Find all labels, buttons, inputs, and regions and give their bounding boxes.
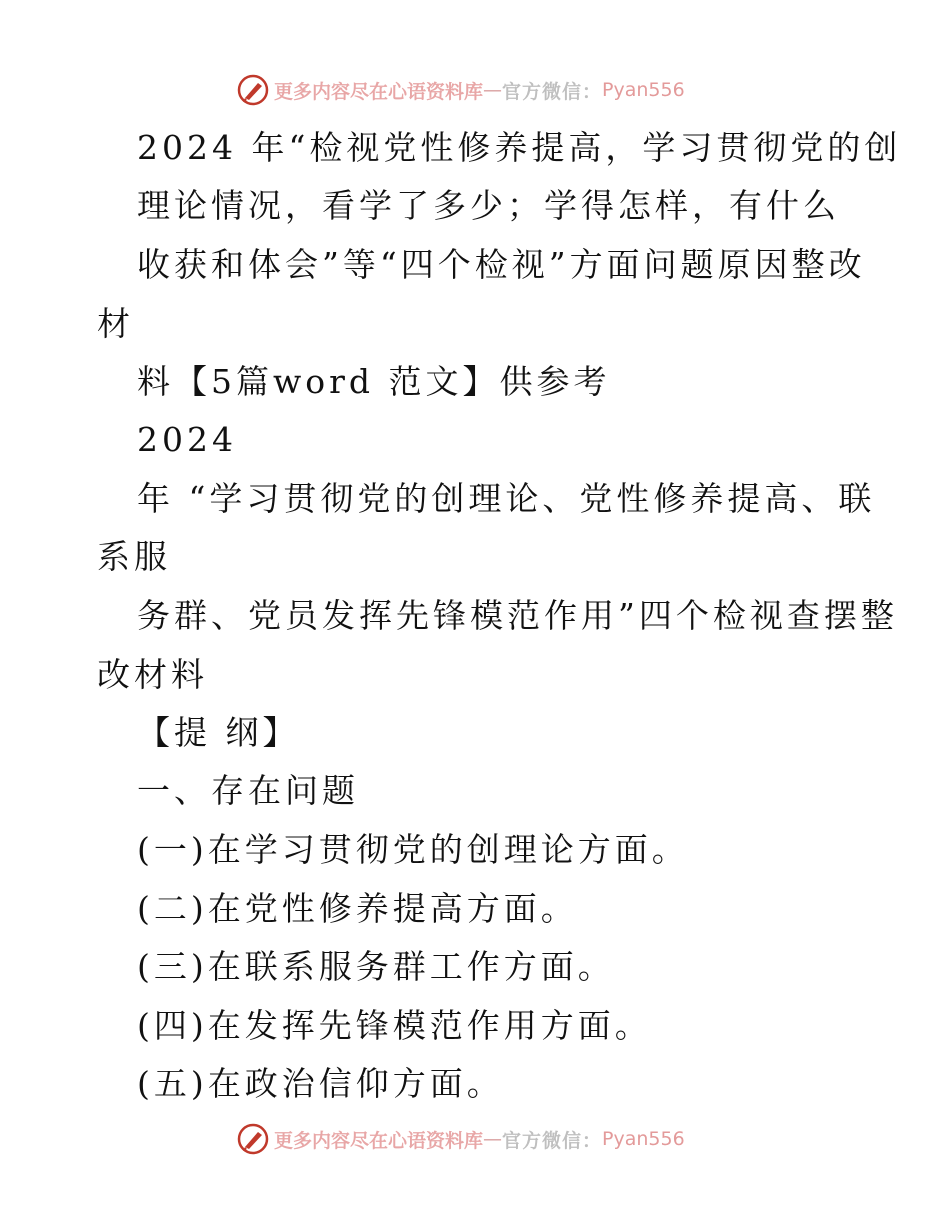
watermark-main-text: 更多内容尽在心语资料库 bbox=[274, 80, 484, 103]
outline-heading: 【提 纲】 bbox=[137, 713, 300, 752]
watermark-sub-text: 官方微信： bbox=[502, 1129, 603, 1152]
list-item: (二)在党性修养提高方面。 bbox=[137, 889, 578, 928]
body-line: 收获和体会”等“四个检视”方面问题原因整改 bbox=[137, 245, 866, 284]
section-heading: 一、存在问题 bbox=[137, 771, 359, 810]
body-line: 2024 bbox=[137, 420, 237, 459]
footer-watermark bbox=[236, 1122, 685, 1156]
list-item: (三)在联系服务群工作方面。 bbox=[137, 947, 615, 986]
body-line: 改材料 bbox=[97, 655, 208, 694]
watermark-dash: — bbox=[483, 1128, 503, 1150]
body-line: 年 “学习贯彻党的创理论、党性修养提高、联 bbox=[137, 479, 876, 518]
watermark-wechat-id: Pyan556 bbox=[602, 79, 685, 101]
header-watermark bbox=[236, 73, 685, 107]
watermark-main-text: 更多内容尽在心语资料库 bbox=[274, 1129, 484, 1152]
body-line: 务群、党员发挥先锋模范作用”四个检视查摆整 bbox=[137, 596, 898, 635]
body-line: 理论情况，看学了多少；学得怎样，有什么 bbox=[137, 186, 840, 225]
list-item: (五)在政治信仰方面。 bbox=[137, 1064, 504, 1103]
list-item: (一)在学习贯彻党的创理论方面。 bbox=[137, 830, 689, 869]
body-line: 材 bbox=[97, 304, 134, 343]
body-line: 系服 bbox=[97, 537, 171, 576]
list-item: (四)在发挥先锋模范作用方面。 bbox=[137, 1006, 652, 1045]
watermark-wechat-id: Pyan556 bbox=[602, 1128, 685, 1150]
watermark-dash: — bbox=[483, 79, 503, 101]
body-line: 料【5篇word 范文】供参考 bbox=[137, 362, 611, 401]
pen-logo-icon bbox=[236, 73, 270, 107]
watermark-sub-text: 官方微信： bbox=[502, 80, 603, 103]
body-line: 2024 年“检视党性修养提高，学习贯彻党的创 bbox=[137, 128, 902, 167]
pen-logo-icon bbox=[236, 1122, 270, 1156]
